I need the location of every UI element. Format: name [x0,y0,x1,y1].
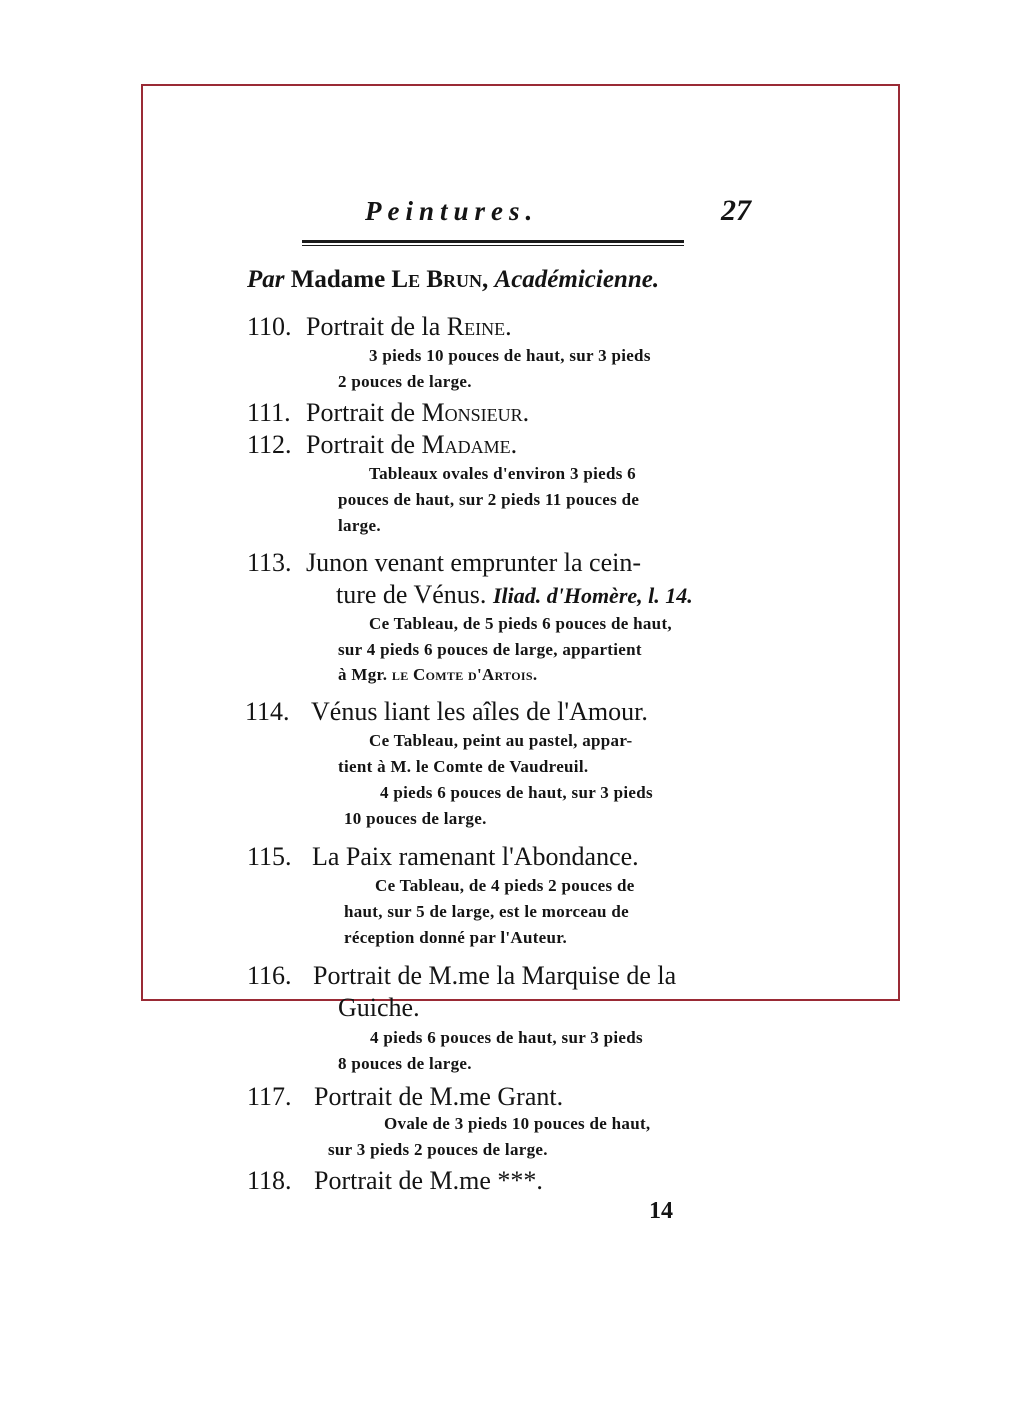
entry-title [306,312,512,342]
entry-description-text: à Mgr. [338,665,392,684]
running-head-title: Peintures. [365,196,539,226]
entry-description [338,665,537,685]
entry-title-text: Portrait de la [306,312,447,341]
entry-number: 118. [247,1166,292,1195]
entry-title: Portrait de M.me la Marquise de la [313,961,677,990]
entry-number: 110. [247,312,292,341]
entry-description: 4 pieds 6 pouces de haut, sur 3 pieds [370,1028,643,1047]
entry-description: sur 4 pieds 6 pouces de large, appartient [338,640,642,659]
entry-description: pouces de haut, sur 2 pieds 11 pouces de [338,490,640,509]
entry-title-text: Portrait de [306,398,422,427]
entry-number: 113. [247,548,292,577]
entry-title-sc: Reine. [446,312,512,341]
author-title: Académicienne. [494,266,660,293]
author-separator: , [482,266,495,293]
entry-number: 115. [247,842,292,871]
page-number: 27 [721,194,751,227]
entry-title: Portrait de M.me Grant. [314,1082,564,1111]
entry-description: large. [338,516,381,535]
entry-title-continued: Guiche. [338,993,420,1022]
entry-number: 111. [247,398,291,427]
header-rule-thin [302,245,684,246]
entry-description: 2 pouces de large. [338,372,472,391]
signature-mark: 14 [649,1198,673,1224]
entry-title-text: ture de Vénus. [336,580,493,609]
entry-description: Ce Tableau, peint au pastel, appar- [369,731,633,750]
author-name: Madame [290,266,392,293]
entry-description: tient à M. le Comte de Vaudreuil. [338,757,589,776]
entry-title [306,430,517,460]
entry-number: 114. [245,697,290,726]
entry-description: haut, sur 5 de large, est le morceau de [344,902,629,921]
entry-title-sc: Madame. [421,430,518,459]
entry-title-continued [336,580,693,610]
entry-description-sc: le Comte d'Artois. [391,665,538,684]
author-line [247,266,659,294]
entry-description: Ce Tableau, de 4 pieds 2 pouces de [375,876,635,895]
entry-title: La Paix ramenant l'Abondance. [312,842,639,871]
entry-title-text: Portrait de [306,430,422,459]
entry-citation: Iliad. d'Homère, l. 14. [492,583,693,608]
entry-title: Vénus liant les aîles de l'Amour. [311,697,648,726]
entry-title: Portrait de M.me ***. [314,1166,543,1195]
entry-title: Junon venant emprunter la cein- [306,548,641,577]
entry-description: Ce Tableau, de 5 pieds 6 pouces de haut, [369,614,672,633]
author-prefix: Par [247,266,285,293]
entry-description: 3 pieds 10 pouces de haut, sur 3 pieds [369,346,651,365]
entry-description: Tableaux ovales d'environ 3 pieds 6 [369,464,636,483]
entry-description: 4 pieds 6 pouces de haut, sur 3 pieds [380,783,653,802]
entry-description: 10 pouces de large. [344,809,487,828]
entry-number: 112. [247,430,292,459]
entry-title [306,398,529,428]
entry-number: 117. [247,1082,292,1111]
entry-description: 8 pouces de large. [338,1054,472,1073]
author-surname: Le Brun [391,266,483,293]
entry-description: sur 3 pieds 2 pouces de large. [328,1140,548,1159]
entry-description: réception donné par l'Auteur. [344,928,568,947]
entry-title-sc: Monsieur. [421,398,530,427]
header-rule [302,240,684,243]
entry-description: Ovale de 3 pieds 10 pouces de haut, [384,1114,651,1133]
entry-number: 116. [247,961,292,990]
